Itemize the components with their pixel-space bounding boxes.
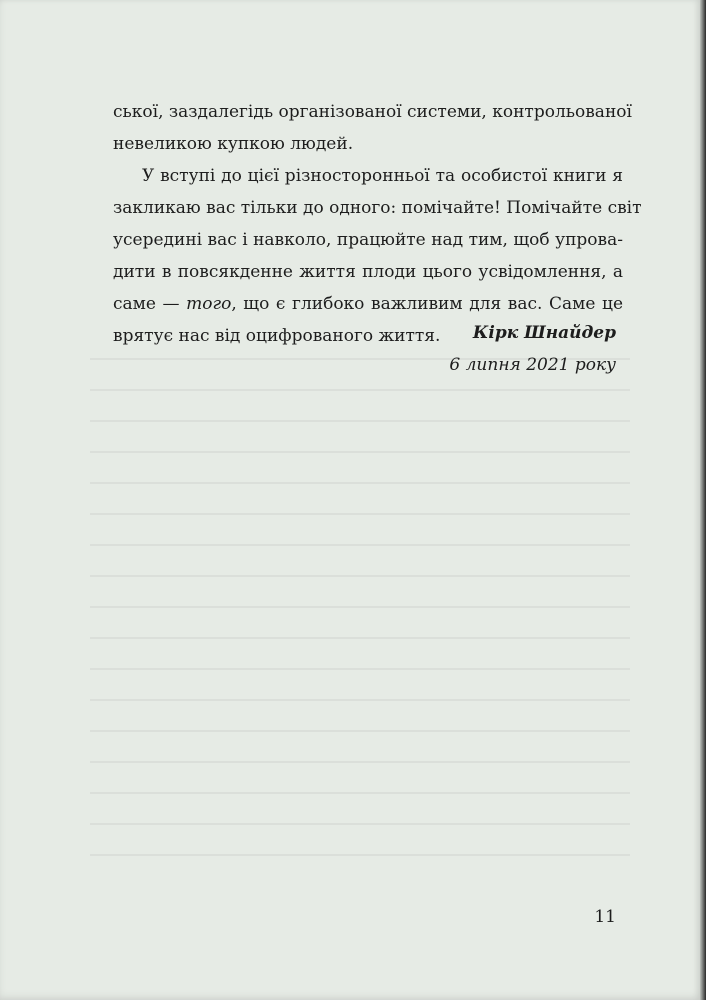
signature-date: 6 липня 2021 року	[449, 355, 616, 375]
text-fragment: , що є глибоко важливим для вас. Саме це	[231, 294, 624, 314]
text-line: закликаю вас тільки до одного: помічайте! Помічайте світ	[113, 198, 642, 218]
author-name: Кірк Шнайдер	[472, 323, 616, 343]
show-through-text	[90, 340, 630, 880]
signature-block	[449, 317, 616, 381]
text-line: ської, заздалегідь організованої системи, контрольованої	[113, 102, 632, 122]
text-fragment: саме —	[113, 294, 187, 314]
page-edge	[700, 0, 706, 1000]
emphasized-word: того	[186, 294, 232, 314]
text-line: У вступі до цієї різносторонньої та особистої книги я	[142, 166, 623, 186]
text-line: невеликою купкою людей.	[113, 134, 354, 154]
body-text	[113, 96, 642, 352]
text-line: дити в повсякденне життя плоди цього усвідомлення, а	[113, 262, 623, 282]
text-line: усередині вас і навколо, працюйте над тим, щоб упрова-	[113, 230, 623, 250]
page-number: 11	[594, 907, 616, 927]
text-line: врятує нас від оцифрованого життя.	[113, 326, 441, 346]
text-line-mixed	[113, 288, 623, 320]
